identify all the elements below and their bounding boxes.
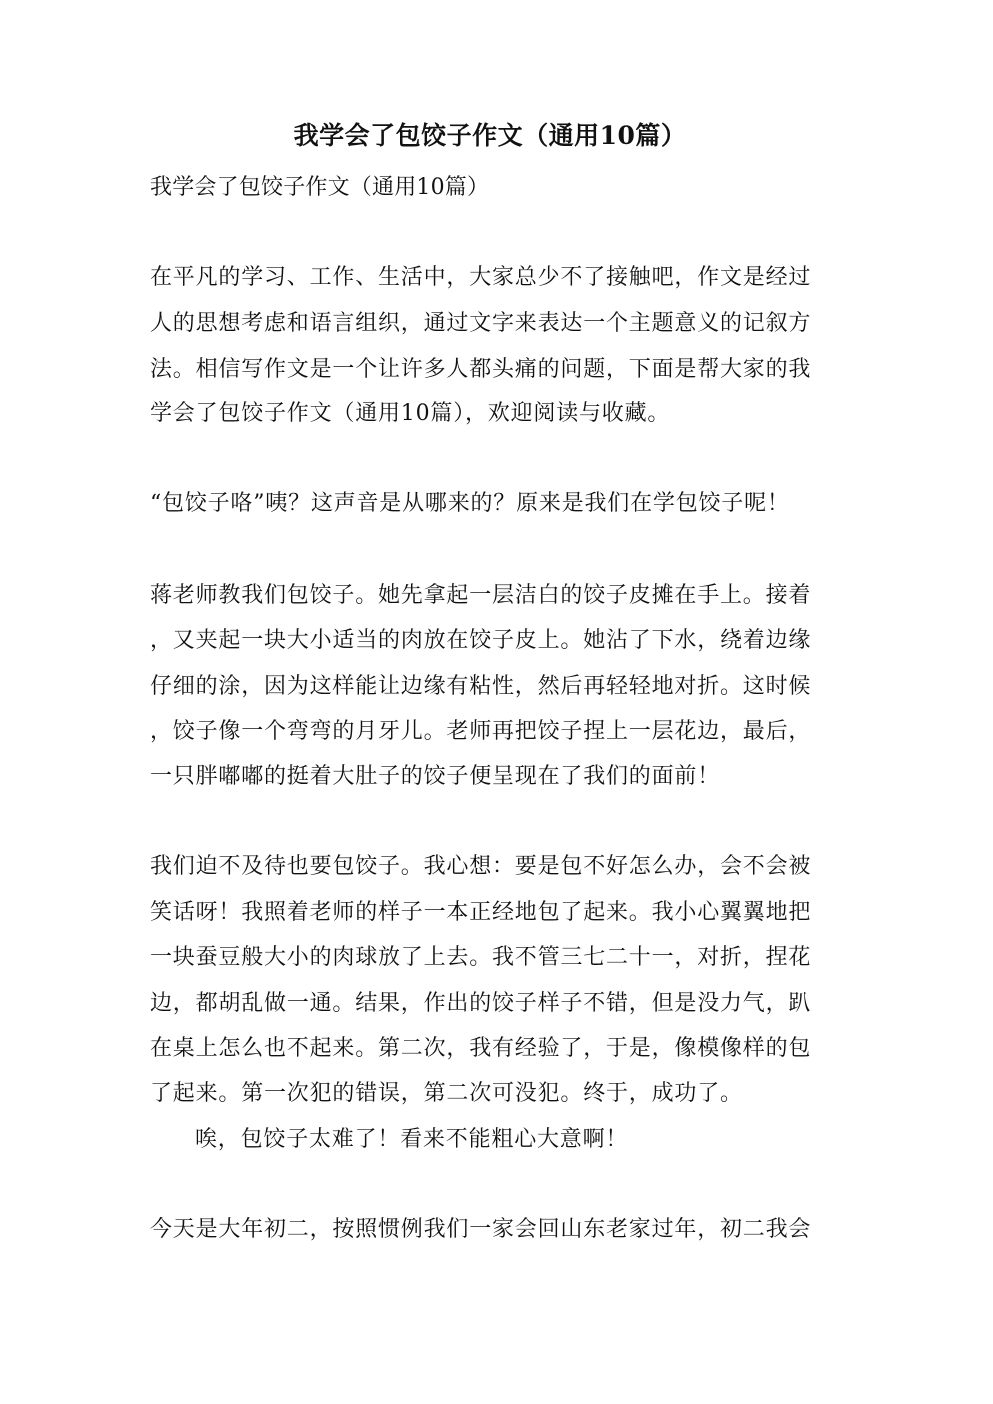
document-title: 我学会了包饺子作文（通用10篇） — [293, 121, 687, 150]
text-line: 笑话呀！我照着老师的样子一本正经地包了起来。我小心翼翼地把 — [150, 900, 812, 925]
text-line: 学会了包饺子作文（通用10篇），欢迎阅读与收藏。 — [150, 401, 671, 426]
text-line: 在平凡的学习、工作、生活中，大家总少不了接触吧，作文是经过 — [150, 265, 812, 290]
text-line: “包饺子咯”咦？这声音是从哪来的？原来是我们在学包饺子呢！ — [150, 491, 790, 516]
text-line: 法。相信写作文是一个让许多人都头痛的问题，下面是帮大家的我 — [150, 357, 812, 382]
text-line: 人的思想考虑和语言组织，通过文字来表达一个主题意义的记叙方 — [150, 311, 812, 336]
text-line: ，又夹起一块大小适当的肉放在饺子皮上。她沾了下水，绕着边缘 — [150, 628, 812, 653]
text-line: 蒋老师教我们包饺子。她先拿起一层洁白的饺子皮摊在手上。接着 — [150, 583, 812, 608]
text-line: ，饺子像一个弯弯的月牙儿。老师再把饺子捏上一层花边，最后， — [150, 719, 812, 744]
text-line-indented: 唉，包饺子太难了！看来不能粗心大意啊！ — [195, 1127, 629, 1152]
text-line: 一块蚕豆般大小的肉球放了上去。我不管三七二十一，对折，捏花 — [150, 945, 812, 970]
text-line: 仔细的涂，因为这样能让边缘有粘性，然后再轻轻地对折。这时候 — [150, 674, 812, 699]
text-line: 了起来。第一次犯的错误，第二次可没犯。终于，成功了。 — [150, 1081, 743, 1106]
text-line: 今天是大年初二，按照惯例我们一家会回山东老家过年，初二我会 — [150, 1217, 812, 1242]
text-line: 我们迫不及待也要包饺子。我心想：要是包不好怎么办，会不会被 — [150, 854, 812, 879]
document-subtitle: 我学会了包饺子作文（通用10篇） — [150, 175, 490, 200]
text-line: 边，都胡乱做一通。结果，作出的饺子样子不错，但是没力气，趴 — [150, 991, 812, 1016]
text-line: 在桌上怎么也不起来。第二次，我有经验了，于是，像模像样的包 — [150, 1036, 812, 1061]
text-line: 一只胖嘟嘟的挺着大肚子的饺子便呈现在了我们的面前！ — [150, 764, 721, 789]
